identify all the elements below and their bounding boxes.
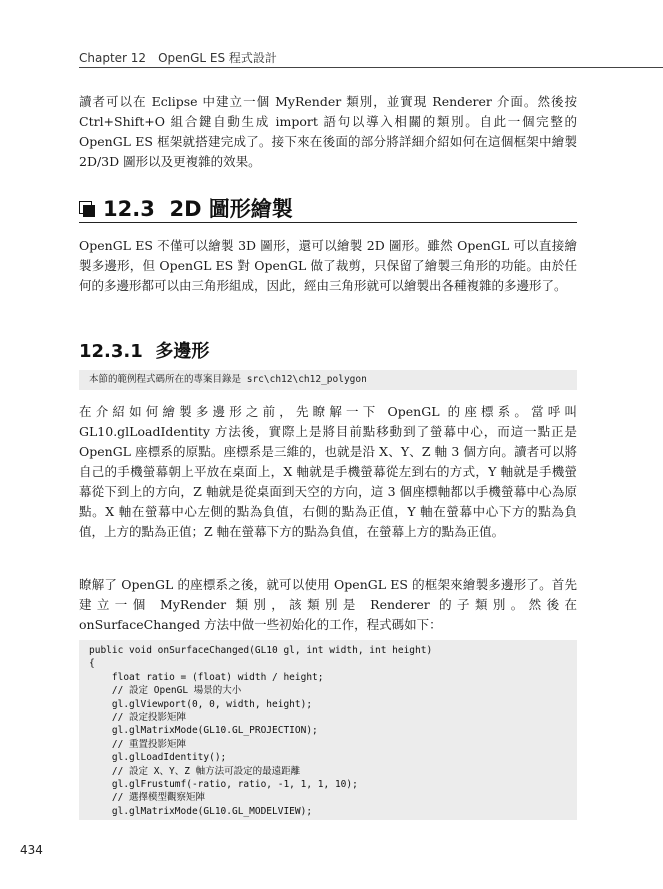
code-line: public void onSurfaceChanged(GL10 gl, int width, int height)	[89, 645, 433, 656]
code-line: // 選擇模型觀察矩陣	[89, 792, 206, 804]
running-header	[79, 49, 277, 66]
section-square-icon	[79, 201, 95, 217]
code-line: gl.glViewport(0, 0, width, height);	[89, 698, 313, 710]
subsection-heading	[79, 337, 209, 363]
code-line: // 設定 X、Y、Z 軸方法可設定的最遠距離	[89, 765, 301, 777]
page-number: 434	[20, 843, 43, 857]
header-divider	[79, 67, 663, 68]
section-heading	[79, 193, 577, 223]
intro-paragraph: 讀者可以在 Eclipse 中建立一個 MyRender 類別，並實現 Renderer 介面。然後按 Ctrl+Shift+O 組合鍵自動生成 import 語句以導入相關的類別。自此一個完整的 OpenGL ES 框架就搭建完成了。接下來在後面的部分將詳細介紹如何在這個框架中繪製 2D/3D 圖形以及更複雜的效果。	[79, 94, 577, 169]
code-line: gl.glFrustumf(-ratio, ratio, -1, 1, 1, 10);	[89, 778, 358, 790]
code-line: {	[89, 658, 95, 670]
section-number: 12.3	[103, 197, 155, 221]
mytender-paragraph: 瞭解了 OpenGL 的座標系之後，就可以使用 OpenGL ES 的框架來繪製多邊形了。首先建立一個 MyRender 類別，該類別是 Renderer 的子類別。然後在 onSurfaceChanged 方法中做一些初始化的工作，程式碼如下：	[79, 577, 577, 632]
code-line: float ratio = (float) width / height;	[89, 671, 324, 683]
coordinate-paragraph: 在介紹如何繪製多邊形之前，先瞭解一下 OpenGL 的座標系。當呼叫 GL10.glLoadIdentity 方法後，實際上是將目前點移動到了螢幕中心，而這一點正是 OpenGL 座標系的原點。座標系是三維的，也就是沿 X、Y、Z 軸 3 個方向。讀者可以將自己的手機螢幕朝上平放在桌面上，X 軸就是手機螢幕從左到右的方式，Y 軸就是手機螢幕從下到上的方向，Z 軸就是從桌面到天空的方向，這 3 個座標軸都以手機螢幕中心為原點。X 軸在螢幕中心左側的點為負值，右側的點為正值，Y 軸在螢幕中心下方的點為負值，上方的點為正值；Z 軸在螢幕下方的點為負值，在螢幕上方的點為正值。	[79, 404, 577, 539]
section-divider	[79, 222, 577, 223]
chapter-label: Chapter 12	[79, 51, 147, 65]
code-line: gl.glMatrixMode(GL10.GL_PROJECTION);	[89, 725, 318, 737]
subsection-number: 12.3.1	[79, 341, 143, 362]
project-path-note: 本節的範例程式碼所在的專案目錄是 src\ch12\ch12_polygon	[79, 370, 577, 390]
section-paragraph: OpenGL ES 不僅可以繪製 3D 圖形，還可以繪製 2D 圖形。雖然 OpenGL 可以直接繪製多邊形，但 OpenGL ES 對 OpenGL 做了裁剪，只保留了繪製三角形的功能。由於任何的多邊形都可以由三角形組成，因此，經由三角形就可以繪製出各種複雜的多邊形了。	[79, 238, 577, 293]
code-line: // 重置投影矩陣	[89, 738, 187, 750]
code-line: // 設定投影矩陣	[89, 711, 187, 723]
section-title: 2D 圖形繪製	[169, 197, 293, 221]
code-line: gl.glLoadIdentity();	[89, 752, 227, 764]
chapter-title: OpenGL ES 程式設計	[158, 51, 277, 65]
code-block	[79, 640, 577, 820]
code-line: gl.glMatrixMode(GL10.GL_MODELVIEW);	[89, 805, 313, 817]
subsection-title: 多邊形	[155, 341, 210, 362]
code-line: // 設定 OpenGL 場景的大小	[89, 685, 242, 697]
